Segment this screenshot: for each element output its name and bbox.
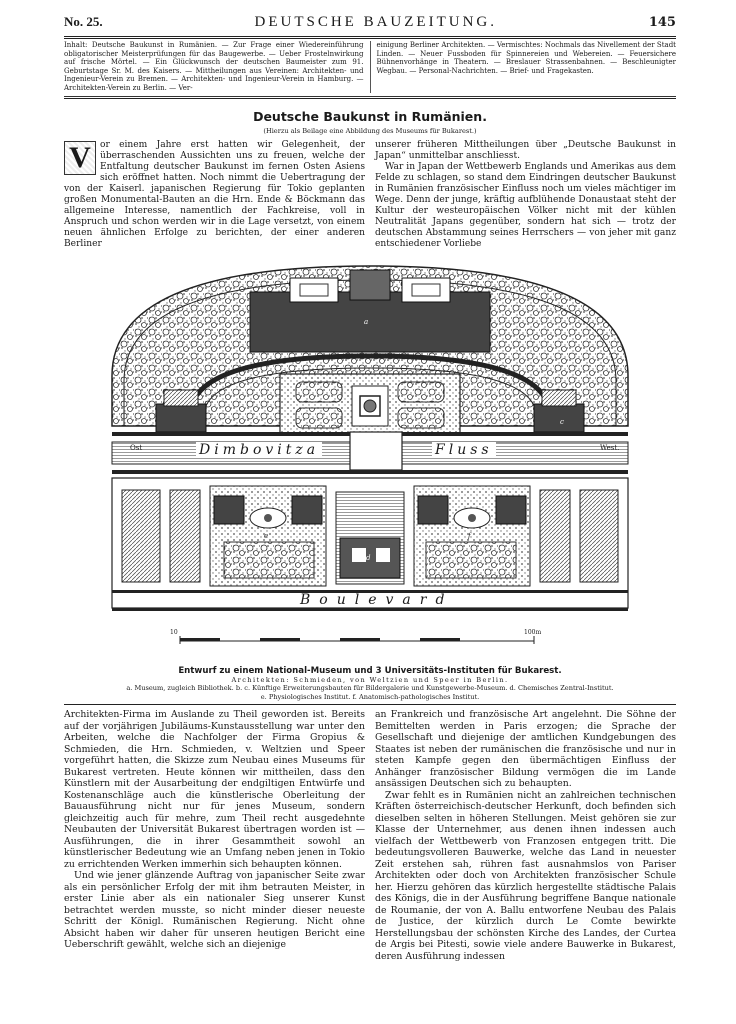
issue-number: No. 25. <box>64 14 103 29</box>
page-number: 145 <box>648 15 676 30</box>
intro-column-right <box>375 140 676 250</box>
intro-paragraph-2: War in Japan der Wettbewerb Englands und Amerikas aus dem Felde zu schlagen, so stand dem Eindringen deutscher Baukunst in Rumänien französischer Einfluss noch um vieles mächtiger im Wege. Denn der junge, kräftig aufblühende Donaustaat steht der Kultur der westeuropäischen Völker nicht mit der kühlen Neutralität Japans gegenüber, sondern hat sich — trotz der deutschen Abstammung seines Herrschers — von jeher mit ganz entschiedener Vorliebe <box>375 161 676 249</box>
table-of-contents <box>64 39 676 97</box>
label-a: a <box>364 317 369 326</box>
caption-rule <box>64 704 676 705</box>
scale-start-label: 10 <box>170 628 178 636</box>
toc-left: Inhalt: Deutsche Baukunst in Rumänien. — Zur Frage einer Wiedereinführung obligatorischer Meisterprüfungen für das Baugewerbe. — Ueber Frostelnwirkung auf frische Mörtel. — Ein Glückwunsch der deutschen Baumeister zum 91. Geburtstage Sr. M. des Kaisers. — Mittheilungen aus Vereinen: Architekten- und Ingenieur-Verein zu Bremen. — Architekten- und Ingenieur-Verein in Hamburg. — Architekten-Verein zu Berlin. — Ver- <box>64 41 371 93</box>
scale-end-label: 100m <box>524 628 542 636</box>
label-b: b <box>218 417 223 426</box>
intro-columns <box>64 140 676 250</box>
label-f: f <box>468 531 471 540</box>
toc-rule <box>64 98 676 99</box>
label-e: e <box>264 531 269 540</box>
body-columns <box>64 709 676 962</box>
toc-right: einigung Berliner Architekten. — Vermischtes: Nochmals das Nivellement der Stadt Linden. — Neuer Fussboden für Spinnereien und Webereien. — Feuersichere Bühnenvorhänge in Theatern. — Breslauer Strassenbahnen. — Beschleunigter Wegbau. — Personal-Nachrichten. — Brief- und Fragekasten. <box>376 41 676 75</box>
drop-cap: V <box>64 141 96 175</box>
label-ost: Ost <box>130 443 143 452</box>
river-label-left: Dimbovitza <box>196 442 322 458</box>
intro-column-left <box>64 140 365 250</box>
river-label-right: Fluss <box>432 442 496 458</box>
intro-text-left: or einem Jahre erst hatten wir Gelegenheit, der überraschenden Aussichten uns zu freuen, welche der Entfaltung deutscher Baukunst im fernen Osten Asiens sich eröffnet hatten. Noch nimmt die Uebertragung der von der Kaiserl. japanischen Regierung für Tokio geplanten großen Monumental-Bauten an die Hrn. Ende & Böckmann das allgemeine Interesse, namentlich der Fachkreise, voll in Anspruch und schon werden wir in die Lage versetzt, von einem neuen ähnlichen Erfolge zu berichten, der einer anderen Berliner <box>64 139 365 249</box>
site-plan-figure <box>64 256 676 664</box>
label-west: West. <box>600 443 620 452</box>
body-column-left <box>64 709 365 962</box>
figure-caption-title: Entwurf zu einem National-Museum und 3 Universitäts-Instituten für Bukarest. <box>178 665 562 676</box>
article-subtitle: (Hierzu als Beilage eine Abbildung des Museums für Bukarest.) <box>263 126 477 135</box>
figure-caption-legend-1: a. Museum, zugleich Bibliothek. b. c. Künftige Erweiterungsbauten für Bildergalerie und Kunstgewerbe-Museum. d. Chemisches Zentral-Institut. <box>126 684 614 693</box>
body-paragraph-right-2: Zwar fehlt es in Rumänien nicht an zahlreichen technischen Kräften österreichisch-deutscher Herkunft, doch befinden sich dieselben selten in höheren Stellungen. Meist gehören sie zur Klasse der Unternehmer, aus denen ihnen indessen auch vielfach der Wettbewerb von Franzosen entgegen tritt. Die bedeutungsvolleren Bauwerke, welche das Land in neuester Zeit erstehen sah, rühren fast ausnahmslos von Pariser Architekten oder doch von Architekten französischer Schule her. Hierzu gehören das kürzlich hergestellte städtische Palais des Königs, die in der Ausführung begriffene Banque nationale de Roumanie, der von A. Ballu entworfene Neubau des Palais de Justice, der kürzlich durch Le Comte bewirkte Herstellungsbau der schönsten Kirche des Landes, der Curtea de Argis bei Pitesti, sowie viele andere Bauwerke in Bukarest, deren Ausführung indessen <box>375 789 676 962</box>
label-d: d <box>366 553 371 562</box>
body-paragraph-left-2: Und wie jener glänzende Auftrag von japanischer Seite zwar als ein persönlicher Erfolg der mit ihm betrauten Meister, in erster Linie aber als ein nationaler Sieg unserer Kunst betrachtet werden musste, so nicht minder dieser neueste Schritt der Königl. Rumänischen Regierung. Nicht ohne Absicht haben wir daher für unseren heutigen Bericht eine Ueberschrift gewählt, welche sich an diejenige <box>64 870 365 951</box>
newspaper-page <box>64 14 676 962</box>
journal-title: DEUTSCHE BAUZEITUNG. <box>254 14 497 30</box>
article-title: Deutsche Baukunst in Rumänien. <box>253 108 487 124</box>
label-c: c <box>560 417 564 426</box>
figure-caption-architects: Architekten: Schmieden, von Weltzien und Speer in Berlin. <box>231 675 509 684</box>
body-column-right <box>375 709 676 962</box>
body-paragraph-left-1: Architekten-Firma im Auslande zu Theil geworden ist. Bereits auf der vorjährigen Jubiläums-Kunstausstellung war unter den Arbeiten, welche die Nachfolger der Firma Gropius & Schmieden, die Hrn. Schmieden, v. Weltzien und Speer vorgeführt hatten, die Skizze zum Neubau eines Museums für Bukarest vertreten. Heute können wir mittheilen, dass den Künstlern mit der Ausarbeitung der endgiltigen Entwürfe und Kostenanschläge auch die künstlerische Oberleitung der Bauausführung nicht nur für jenes Museum, sondern gleichzeitig auch für mehre, zum Theil recht ausgedehnte Neubauten der Universität Bukarest übertragen worden ist — Ausführungen, die in ihrer Gesammtheit sowohl an künstlerischer Bedeutung wie an Umfang neben jenen in Tokio zu errichtenden Werken immerhin sich behaupten können. <box>64 709 365 870</box>
intro-paragraph-1: unserer früheren Mittheilungen über „Deutsche Baukunst in Japan“ unmittelbar anschliesst. <box>375 139 676 161</box>
figure-caption-legend-2: e. Physiologisches Institut. f. Anatomisch-pathologisches Institut. <box>260 692 480 701</box>
masthead <box>64 14 676 36</box>
body-paragraph-right-1: an Frankreich und französische Art angelehnt. Die Söhne der Bemittelten werden in Paris erzogen; die Sprache der Gesellschaft und diejenige der amtlichen Kundgebungen des Staates ist neben der rumänischen die französische und nur in steten Kampfe gegen den übermächtigen Einfluss der Anhänger französischer Bildung vermögen die im Lande ansässigen Deutschen sich zu behaupten. <box>375 709 676 790</box>
boulevard-label: Boulevard <box>300 591 454 608</box>
